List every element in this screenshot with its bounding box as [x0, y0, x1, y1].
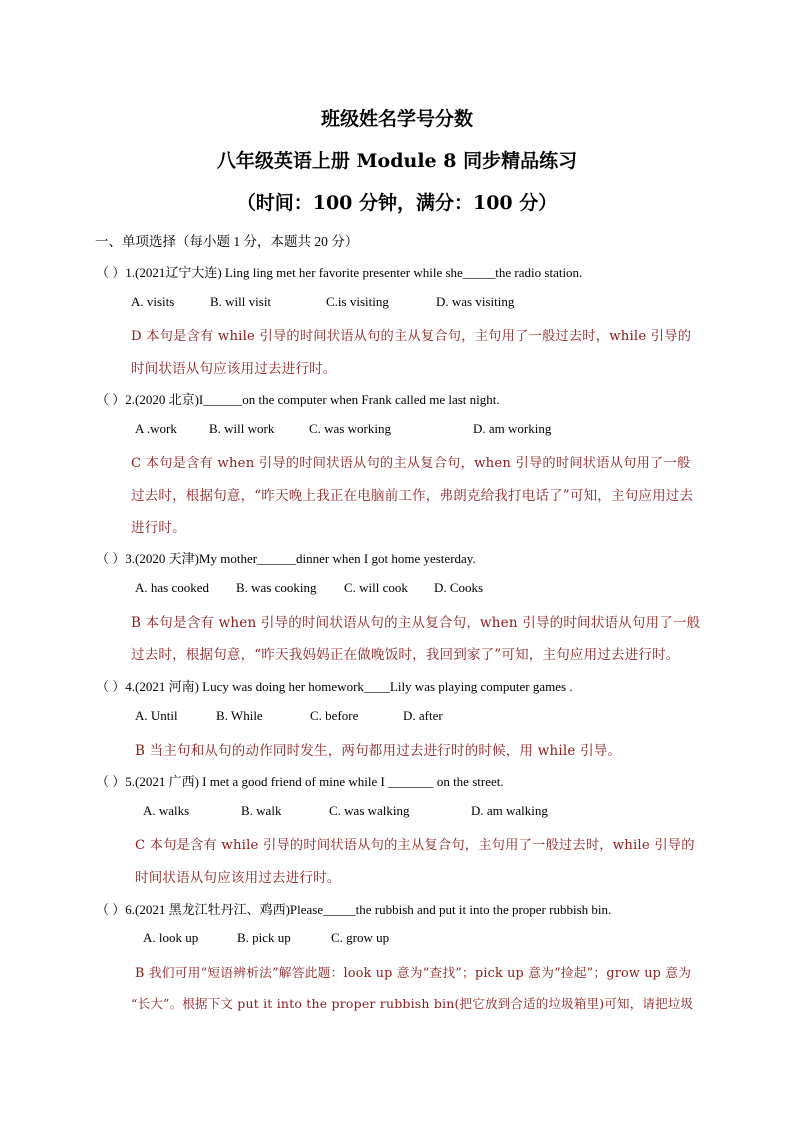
- question-2-stem: （ ）2.(2020 北京)I______on the computer when Frank called me last night.: [96, 392, 500, 407]
- question-4-answer-line-1: B 当主句和从句的动作同时发生，两句都用过去进行时的时候，用 while 引导。: [135, 743, 622, 759]
- question-6-option-c: C. grow up: [331, 930, 390, 945]
- question-6-option-b: B. pick up: [237, 930, 291, 945]
- question-6-answer-line-1: B 我们可用“短语辨析法”解答此题：look up 意为“查找”；pick up 意为“捡起”；grow up 意为: [135, 966, 692, 981]
- question-1-option-a: A. visits: [131, 294, 175, 309]
- question-5-option-d: D. am walking: [471, 803, 548, 818]
- header-class-info: 班级姓名学号分数: [320, 108, 473, 130]
- question-3-option-c: C. will cook: [344, 580, 408, 595]
- question-1-answer-line-1: D 本句是含有 while 引导的时间状语从句的主从复合句，主句用了一般过去时，while 引导的: [131, 329, 692, 344]
- question-2-option-d: D. am working: [473, 421, 552, 436]
- question-1-option-b: B. will visit: [210, 294, 272, 309]
- question-5-answer-line-2: 时间状语从句应该用过去进行时。: [135, 870, 341, 886]
- question-5-option-a: A. walks: [143, 803, 190, 818]
- question-3-stem: （ ）3.(2020 天津)My mother______dinner when I got home yesterday.: [96, 551, 476, 566]
- question-2-option-a: A .work: [135, 421, 177, 436]
- question-2-answer-line-1: C 本句是含有 when 引导的时间状语从句的主从复合句，when 引导的时间状语从句用了一般: [131, 456, 691, 471]
- question-4-option-a: A. Until: [135, 708, 178, 723]
- question-6-option-a: A. look up: [143, 930, 199, 945]
- question-5-stem: （ ）5.(2021 广西) I met a good friend of mine while I _______ on the street.: [96, 774, 504, 789]
- question-6-answer-line-2: “长大”。根据下文 put it into the proper rubbish bin(把它放到合适的垃圾箱里)可知，请把垃圾: [131, 996, 694, 1011]
- question-2-answer-line-2: 过去时，根据句意，“昨天晚上我正在电脑前工作，弗朗克给我打电话了”可知，主句应用过去: [131, 488, 694, 504]
- question-5-answer-line-1: C 本句是含有 while 引导的时间状语从句的主从复合句，主句用了一般过去时，while 引导的: [135, 838, 695, 853]
- question-1-option-c: C.is visiting: [326, 294, 389, 309]
- question-2-option-c: C. was working: [309, 421, 391, 436]
- question-2-answer-line-3: 进行时。: [131, 520, 186, 536]
- header-title: 八年级英语上册 Module 8 同步精品练习: [216, 150, 578, 172]
- question-5-option-c: C. was walking: [329, 803, 410, 818]
- question-3-answer-line-2: 过去时，根据句意，“昨天我妈妈正在做晚饭时，我回到家了”可知，主句应用过去进行时。: [131, 647, 680, 663]
- question-3-option-b: B. was cooking: [236, 580, 317, 595]
- question-3-option-d: D. Cooks: [434, 580, 484, 595]
- question-2-option-b: B. will work: [209, 421, 275, 436]
- question-1-stem: （ ）1.(2021辽宁大连) Ling ling met her favorite presenter while she_____the radio station.: [96, 265, 583, 280]
- question-4-option-c: C. before: [310, 708, 359, 723]
- question-4-option-d: D. after: [403, 708, 443, 723]
- question-3-answer-line-1: B 本句是含有 when 引导的时间状语从句的主从复合句，when 引导的时间状语从句用了一般: [131, 615, 701, 631]
- question-1-option-d: D. was visiting: [436, 294, 515, 309]
- question-3-option-a: A. has cooked: [135, 580, 210, 595]
- header-time-score: （时间：100 分钟，满分：100 分）: [236, 192, 558, 214]
- question-1-answer-line-2: 时间状语从句应该用过去进行时。: [131, 361, 337, 377]
- question-6-stem: （ ）6.(2021 黑龙江牡丹江、鸡西)Please_____the rubbish and put it into the proper rubbish bin.: [96, 902, 612, 917]
- question-5-option-b: B. walk: [241, 803, 282, 818]
- question-4-stem: （ ）4.(2021 河南) Lucy was doing her homework____Lily was playing computer games .: [96, 679, 573, 694]
- question-4-option-b: B. While: [216, 708, 263, 723]
- section-title: 一、单项选择（每小题 1 分，本题共 20 分）: [95, 234, 359, 249]
